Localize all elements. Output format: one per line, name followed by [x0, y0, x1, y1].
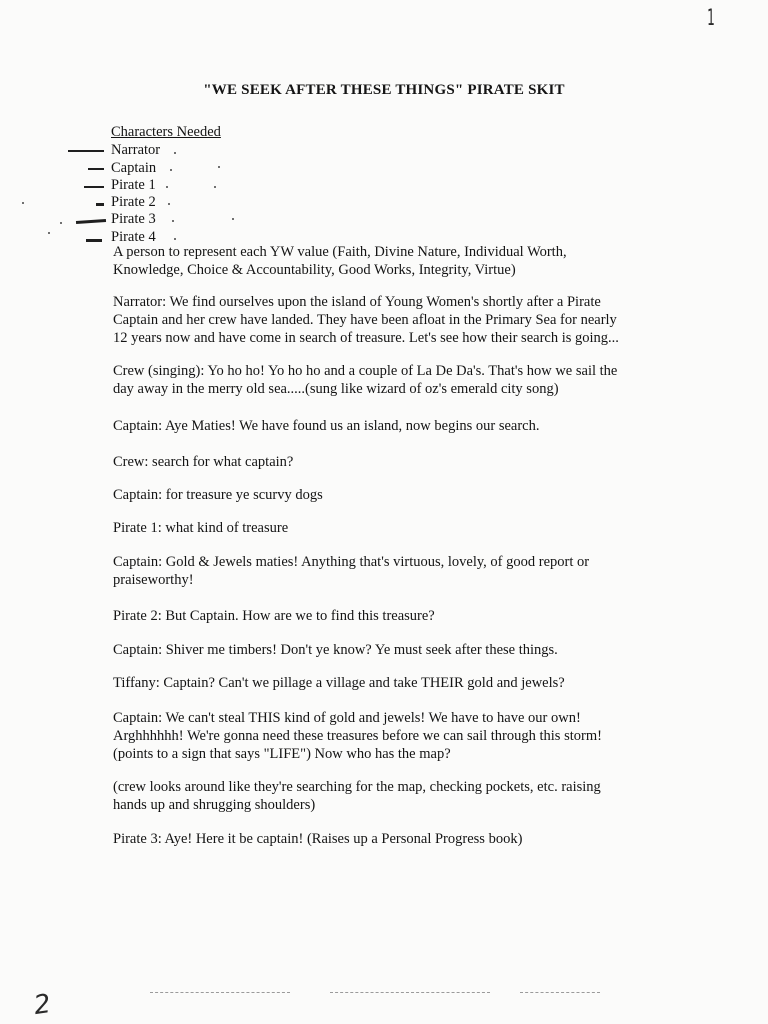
text-line: Captain: for treasure ye scurvy dogs [113, 487, 323, 503]
scan-artifact-line [330, 992, 490, 994]
text-line: praiseworthy! [113, 572, 194, 588]
paragraph-tiffany [113, 674, 658, 692]
paragraph-pirate-1 [113, 519, 658, 537]
pencil-mark [168, 203, 170, 205]
handwritten-dash [76, 219, 106, 224]
paragraph-yw-values [113, 243, 658, 279]
paragraph-narrator [113, 293, 658, 347]
paragraph-captain-steal [113, 709, 658, 763]
text-line: Knowledge, Choice & Accountability, Good Works, Integrity, Virtue) [113, 262, 516, 278]
text-line: Captain: Gold & Jewels maties! Anything that's virtuous, lovely, of good report or [113, 554, 590, 570]
text-line: Pirate 1: what kind of treasure [113, 520, 289, 536]
text-line: hands up and shrugging shoulders) [113, 797, 316, 813]
text-line: Narrator: We find ourselves upon the island of Young Women's shortly after a Pirate [113, 294, 601, 310]
text-line: Captain: We can't steal THIS kind of gold and jewels! We have to have our own! [113, 710, 581, 726]
pencil-mark [214, 186, 216, 188]
paragraph-captain-gold [113, 553, 658, 589]
page-number-bottom: 2 [31, 988, 53, 1022]
text-line: Captain and her crew have landed. They have been afloat in the Primary Sea for nearly [113, 312, 617, 328]
handwritten-dash [96, 203, 104, 206]
pencil-mark [174, 152, 176, 154]
handwritten-dash [68, 150, 104, 152]
paragraph-pirate-3 [113, 830, 658, 848]
pencil-mark [48, 232, 50, 234]
paragraph-pirate-2 [113, 607, 658, 625]
handwritten-dash [84, 186, 104, 188]
pencil-mark [22, 202, 24, 204]
character-pirate-4: Pirate 4 [111, 229, 156, 245]
pencil-mark [166, 186, 168, 188]
text-line: Pirate 2: But Captain. How are we to find this treasure? [113, 608, 435, 624]
paragraph-crew-singing [113, 362, 658, 398]
text-line: Pirate 3: Aye! Here it be captain! (Raises up a Personal Progress book) [113, 831, 523, 847]
paragraph-captain-shiver [113, 641, 658, 659]
character-pirate-2: Pirate 2 [111, 194, 156, 210]
paragraph-crew-looks [113, 778, 658, 814]
paragraph-captain-island [113, 417, 658, 435]
scan-artifact-line [520, 992, 600, 994]
character-narrator: Narrator [111, 142, 161, 158]
text-line: Arghhhhhh! We're gonna need these treasures before we can sail through this storm! [113, 728, 602, 744]
handwritten-dash [86, 239, 102, 242]
page-title: "WE SEEK AFTER THESE THINGS" PIRATE SKIT [203, 82, 565, 98]
character-pirate-1: Pirate 1 [111, 177, 156, 193]
pencil-mark [174, 238, 176, 240]
text-line: 12 years now and have come in search of treasure. Let's see how their search is going... [113, 330, 619, 346]
pencil-mark [60, 222, 62, 224]
characters-heading: Characters Needed [111, 124, 221, 140]
handwritten-dash [88, 168, 104, 170]
pencil-mark [170, 169, 172, 171]
text-line: Captain: Shiver me timbers! Don't ye know? Ye must seek after these things. [113, 642, 558, 658]
text-line: (crew looks around like they're searching for the map, checking pockets, etc. raising [113, 779, 601, 795]
text-line: Crew: search for what captain? [113, 454, 294, 470]
pencil-mark [232, 218, 234, 220]
pencil-mark [218, 166, 220, 168]
text-line: A person to represent each YW value (Faith, Divine Nature, Individual Worth, [113, 244, 567, 260]
paragraph-captain-treasure [113, 486, 658, 504]
page-number-top: 1 [707, 6, 715, 31]
character-captain: Captain [111, 160, 157, 176]
text-line: Tiffany: Captain? Can't we pillage a village and take THEIR gold and jewels? [113, 675, 565, 691]
pencil-mark [172, 220, 174, 222]
text-line: day away in the merry old sea.....(sung like wizard of oz's emerald city song) [113, 381, 559, 397]
paragraph-crew-search [113, 453, 658, 471]
text-line: (points to a sign that says "LIFE") Now who has the map? [113, 746, 451, 762]
scan-artifact-line [150, 992, 290, 994]
character-pirate-3: Pirate 3 [111, 211, 156, 227]
text-line: Crew (singing): Yo ho ho! Yo ho ho and a couple of La De Da's. That's how we sail the [113, 363, 618, 379]
text-line: Captain: Aye Maties! We have found us an island, now begins our search. [113, 418, 540, 434]
